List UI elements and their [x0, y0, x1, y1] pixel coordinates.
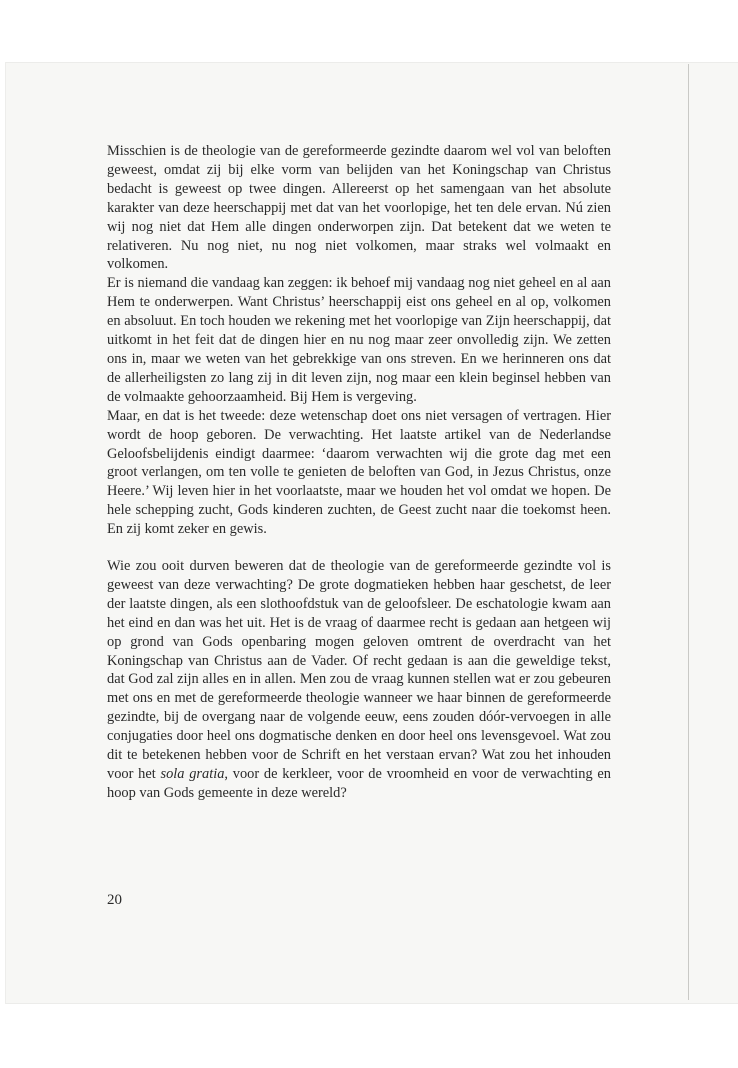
paragraph-4-part-1: Wie zou ooit durven beweren dat de theologie van de gereformeerde gezindte vol is geweest van deze verwachting? De grote dogmatieken hebben haar geschetst, de leer der laatste dingen, als een slothoofdstuk van de geloofsleer. De eschatologie kwam aan het eind en dan was het uit. Het is de vraag of daarmee recht is gedaan aan hetgeen wij op grond van Gods openbaring mogen geloven omtrent de overdracht van het Koningschap van Christus aan de Vader. Of recht gedaan is aan die geweldige tekst, dat God zal zijn alles en in allen. Men zou de vraag kunnen stellen wat er zou gebeuren met ons en met de gereformeerde theologie wanneer we haar binnen de gereformeerde gezindte, bij de overgang naar de volgende eeuw, eens zouden dóór-vervoegen in alle conjugaties door heel ons dogmatische denken en door heel ons levensgevoel. Wat zou dit te betekenen hebben voor de Schrift en het verstaan ervan? Wat zou het inhouden voor het [107, 558, 611, 782]
page-number: 20 [107, 892, 122, 908]
paragraph-4-part-2: , voor de kerkleer, voor de vroomheid en voor de verwachting en hoop van Gods gemeente in deze wereld? [107, 766, 611, 801]
paragraph-3: Maar, en dat is het tweede: deze wetenschap doet ons niet versagen of vertragen. Hier wordt de hoop geboren. De verwachting. Het laatste artikel van de Nederlandse Geloofsbelijdenis eindigt daarmee: ‘daarom verwachten wij die grote dag met een groot verlangen, om ten volle te genieten de beloften van God, in Jezus Christus, onze Heere.’ Wij leven hier in het voorlaatste, maar we houden het vol omdat we hopen. De hele schepping zucht, Gods kinderen zuchten, de Geest zucht naar die toekomst heen. En zij komt zeker en gewis. [107, 407, 611, 538]
paragraph-1: Misschien is de theologie van de gereformeerde gezindte daarom wel vol van beloften geweest, omdat zij bij elke vorm van belijden van het Koningschap van Christus bedacht is geweest op twee dingen. Allereerst op het samengaan van het absolute karakter van deze heerschappij met dat van het voorlopige, het ten dele ervan. Nú zien wij nog niet dat Hem alle dingen onderworpen zijn. Dat betekent dat we weten te relativeren. Nu nog niet, nu nog niet volkomen, maar straks wel volmaakt en volkomen. [107, 143, 611, 273]
paragraph-4 [107, 557, 611, 803]
page-edge-line [688, 64, 689, 1000]
paragraph-4-emphasis: sola gratia [160, 766, 225, 782]
body-text [107, 142, 611, 803]
paragraph-2: Er is niemand die vandaag kan zeggen: ik behoef mij vandaag nog niet geheel en al aan Hem te onderwerpen. Want Christus’ heerschappij eist ons geheel en al op, volkomen en absoluut. En toch houden we rekening met het voorlopige van Zijn heerschappij, dat uitkomt in het feit dat de dingen hier en nu nog maar zeer onvolledig zijn. We zetten ons in, maar we weten van het gebrekkige van ons streven. En we herinneren ons dat de allerheiligsten zo lang zij in dit leven zijn, nog maar een klein beginsel hebben van de volmaakte gehoorzaamheid. Bij Hem is vergeving. [107, 275, 611, 405]
